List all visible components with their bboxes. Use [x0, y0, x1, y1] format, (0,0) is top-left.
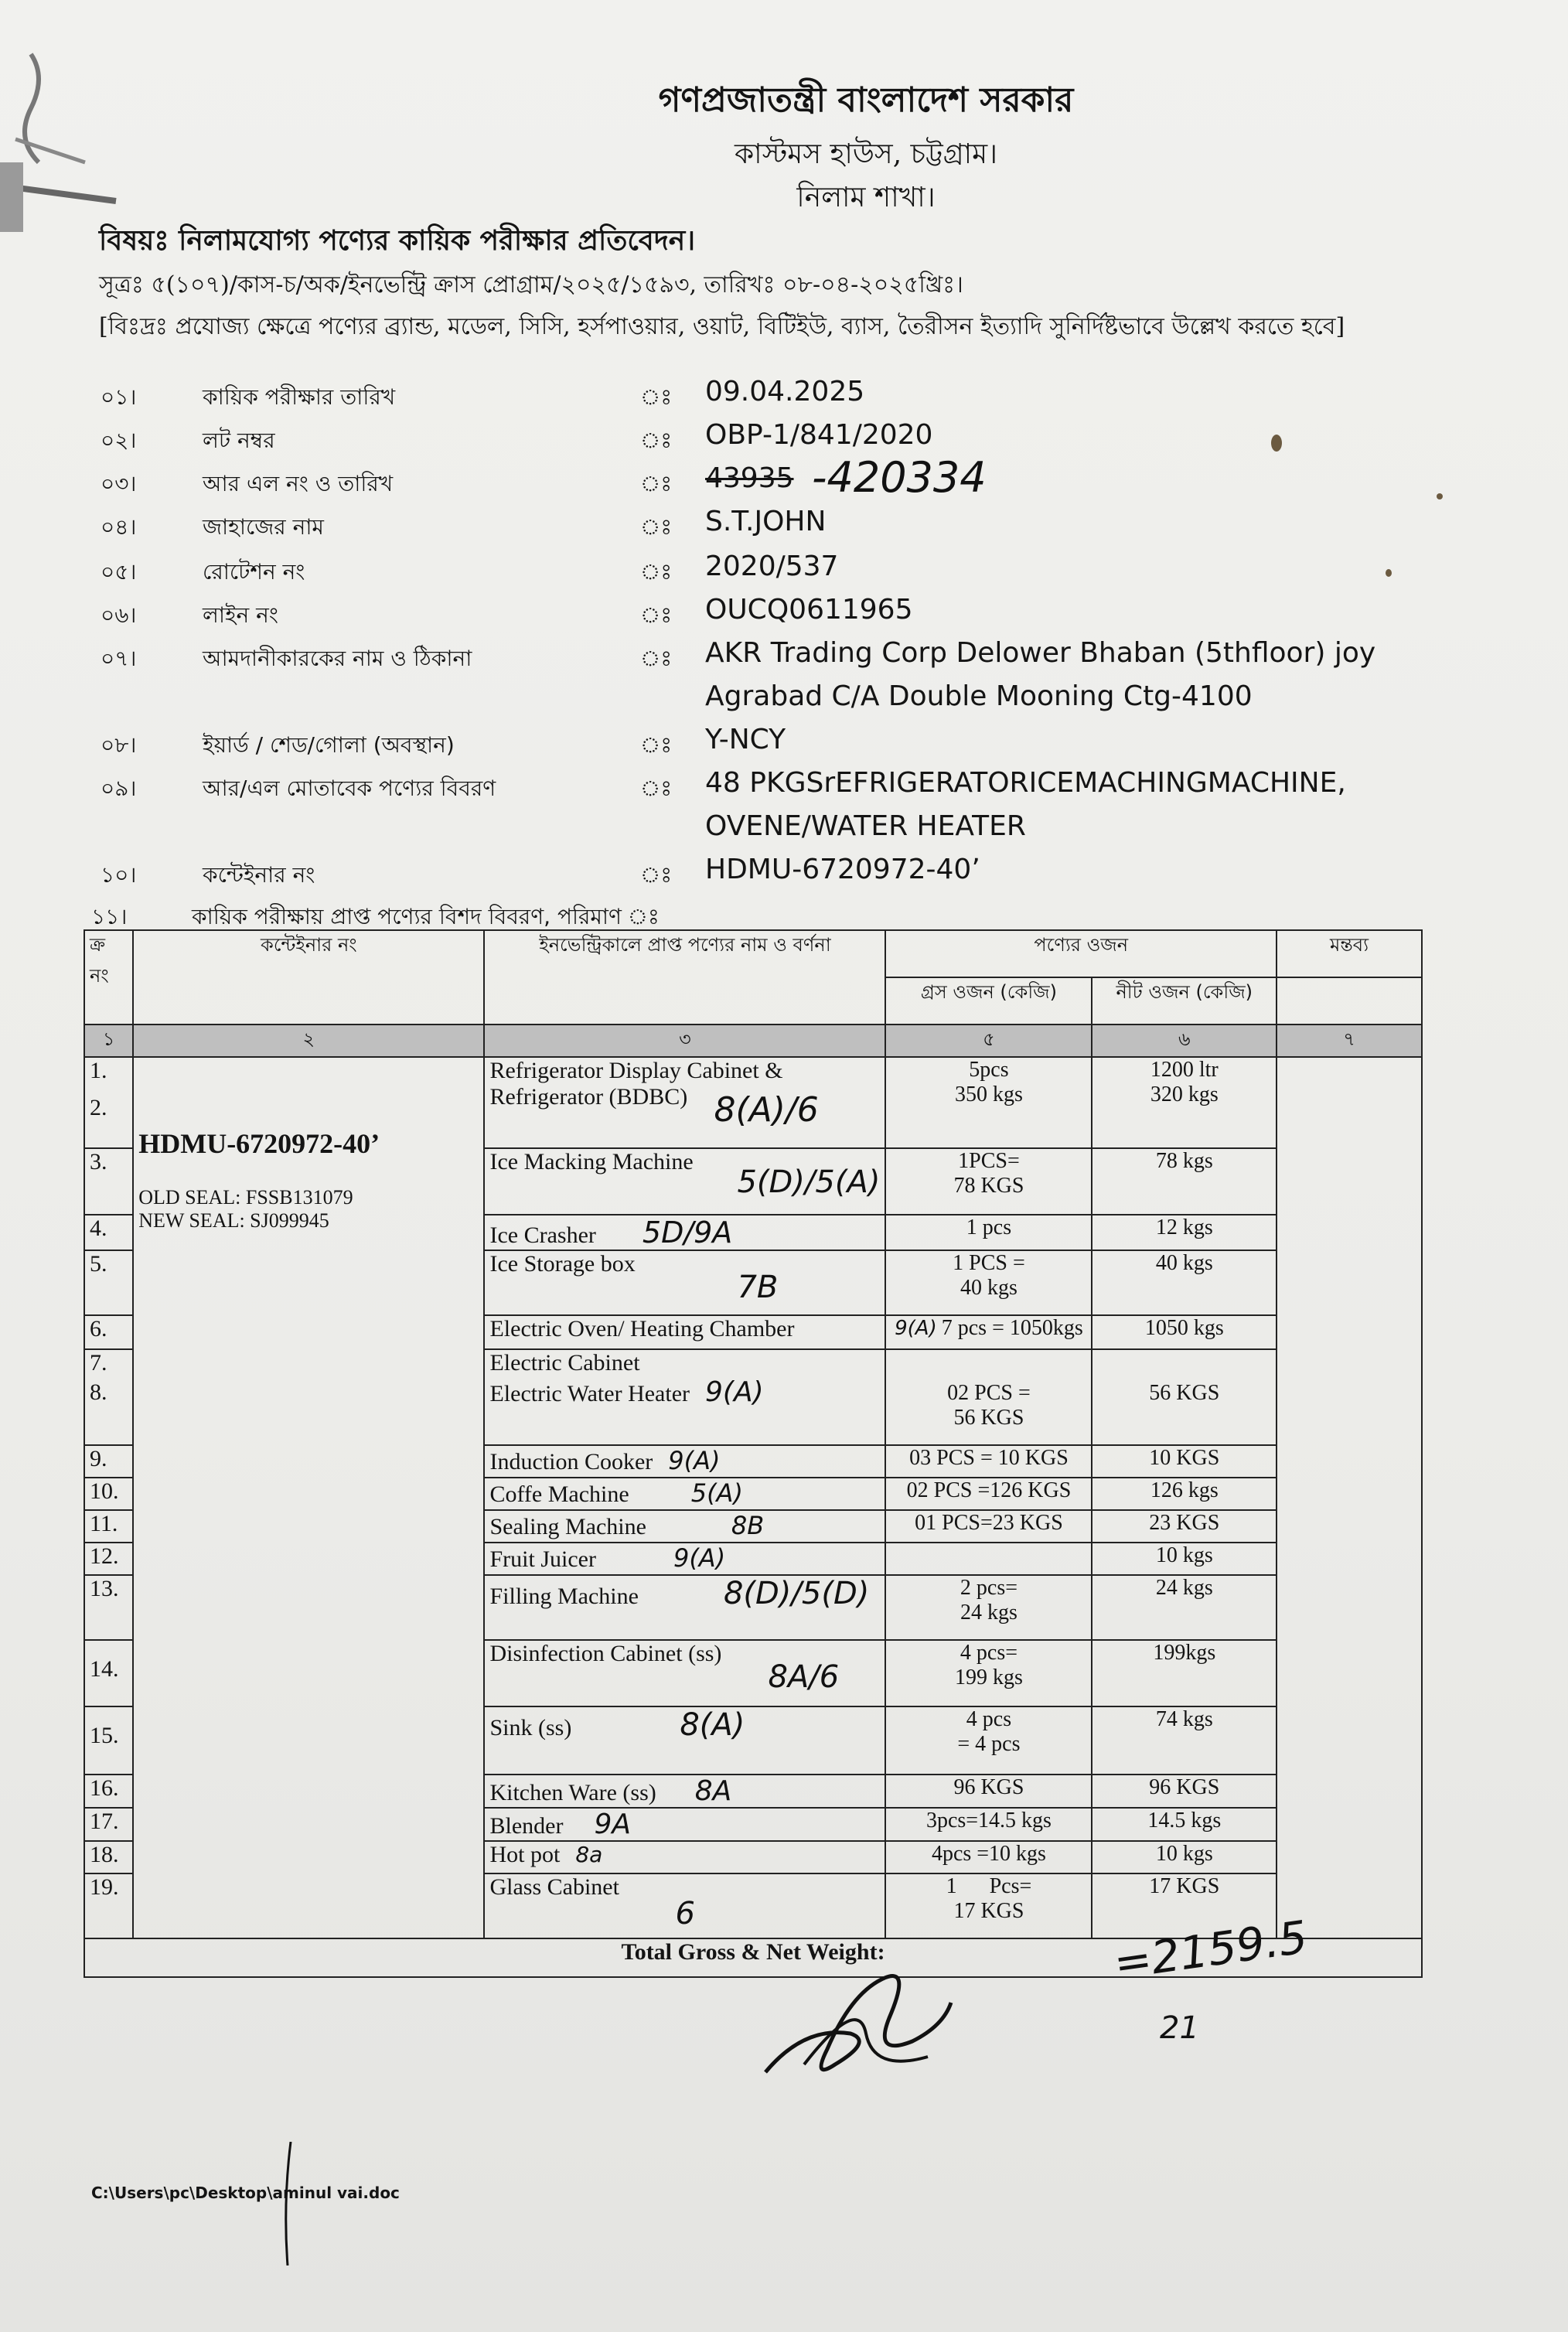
row-number: 9.	[84, 1445, 133, 1478]
gross-weight: 4 pcs = 4 pcs	[885, 1706, 1092, 1775]
row-number: 4.	[84, 1215, 133, 1250]
field-number: ১০।	[101, 862, 137, 888]
item-description: Ice Macking Machine 5(D)/5(A)	[484, 1148, 885, 1215]
handwritten-mark: 8A/6	[768, 1659, 840, 1695]
item-description: Kitchen Ware (ss) 8A	[484, 1775, 885, 1808]
item-description: Sealing Machine 8B	[484, 1510, 885, 1543]
handwritten-mark: 9(A)	[705, 1376, 764, 1408]
field-label: আর/এল মোতাবেক পণ্যের বিবরণ	[203, 776, 496, 801]
handwritten-mark: 8(A)/6	[714, 1090, 819, 1130]
net-weight: 17 KGS	[1092, 1873, 1277, 1938]
field-number: ০৫।	[101, 559, 137, 585]
item-description: Filling Machine 8(D)/5(D)	[484, 1575, 885, 1640]
field-label: জাহাজের নাম	[203, 514, 324, 540]
new-seal: NEW SEAL: SJ099945	[138, 1209, 329, 1232]
row-number: 7. 8.	[84, 1349, 133, 1445]
container-cell	[133, 1057, 484, 1938]
item-description: Hot pot 8a	[484, 1841, 885, 1873]
handwritten-mark: 6	[675, 1896, 695, 1931]
gross-weight: 9(A) 7 pcs = 1050kgs	[885, 1315, 1092, 1349]
item-description: Sink (ss) 8(A)	[484, 1706, 885, 1775]
handwritten-mark: 9(A)	[668, 1446, 721, 1475]
field-value: Y-NCY	[705, 724, 786, 755]
row-number: 10.	[84, 1478, 133, 1510]
handwritten-mark: 8B	[731, 1511, 765, 1540]
field-number: ০৯।	[101, 776, 137, 801]
handwritten-mark: 8a	[575, 1842, 603, 1867]
net-weight: 126 kgs	[1092, 1478, 1277, 1510]
gross-weight: 1 Pcs= 17 KGS	[885, 1873, 1092, 1938]
signature-graphic	[758, 1948, 959, 2088]
item-description: Refrigerator Display Cabinet & Refrigerator (BDBC) 8(A)/6	[484, 1057, 885, 1148]
header-office: কাস্টমস হাউস, চট্টগ্রাম।	[735, 138, 997, 170]
net-weight: 56 KGS	[1092, 1349, 1277, 1445]
net-weight: 12 kgs	[1092, 1215, 1277, 1250]
gross-weight: 02 PCS = 56 KGS	[885, 1349, 1092, 1445]
net-weight: 74 kgs	[1092, 1706, 1277, 1775]
row-number: 6.	[84, 1315, 133, 1349]
header-gross: গ্রস ওজন (কেজি)	[885, 977, 1092, 1025]
header-net: নীট ওজন (কেজি)	[1092, 977, 1277, 1025]
field-value: OBP-1/841/2020	[705, 419, 933, 451]
net-weight: 10 kgs	[1092, 1841, 1277, 1873]
header-government: গণপ্রজাতন্ত্রী বাংলাদেশ সরকার	[658, 80, 1074, 120]
handwritten-mark: 9(A)	[895, 1317, 937, 1340]
reference-line: সূত্রঃ ৫(১০৭)/কাস-চ/অক/ইনভেন্ট্রি ক্রাস প্রোগ্রাম/২০২৫/১৫৯৩, তারিখঃ ০৮-০৪-২০২৫খ্রিঃ।	[99, 271, 963, 298]
field-colon: ঃ	[640, 471, 673, 496]
row-number: 19.	[84, 1873, 133, 1938]
field-value: S.T.JOHN	[705, 506, 827, 537]
field-colon: ঃ	[640, 646, 673, 671]
col-index: ২	[133, 1025, 484, 1057]
staple-clip-graphic	[0, 46, 155, 247]
stain-mark	[1437, 493, 1443, 499]
field-label: রোটেশন নং	[203, 559, 305, 585]
gross-weight: 2 pcs= 24 kgs	[885, 1575, 1092, 1640]
gross-weight: 5pcs 350 kgs	[885, 1057, 1092, 1148]
header-weight: পণ্যের ওজন	[885, 930, 1277, 977]
field-colon: ঃ	[640, 732, 673, 758]
field-value-line2: OVENE/WATER HEATER	[705, 810, 1026, 842]
net-weight: 24 kgs	[1092, 1575, 1277, 1640]
header-remarks: মন্তব্য	[1277, 930, 1422, 977]
field-colon: ঃ	[640, 602, 673, 628]
field-value: 2020/537	[705, 551, 839, 582]
field-number: ০২।	[101, 428, 137, 453]
field-value-line2: Agrabad C/A Double Mooning Ctg-4100	[705, 680, 1253, 712]
header-remarks-blank	[1277, 977, 1422, 1025]
handwritten-note: 21	[1160, 2010, 1199, 2046]
net-weight: 23 KGS	[1092, 1510, 1277, 1543]
gross-weight: 1 PCS = 40 kgs	[885, 1250, 1092, 1315]
header-container: কন্টেইনার নং	[133, 930, 484, 1025]
item-description: Electric Cabinet Electric Water Heater 9(A)	[484, 1349, 885, 1445]
header-serial: ক্র নং	[84, 930, 133, 1025]
field-label: লাইন নং	[203, 602, 278, 628]
net-weight: 1200 ltr 320 kgs	[1092, 1057, 1277, 1148]
net-weight: 96 KGS	[1092, 1775, 1277, 1808]
net-weight: 199kgs	[1092, 1640, 1277, 1706]
field-colon: ঃ	[640, 384, 673, 410]
field-label: কায়িক পরীক্ষায় প্রাপ্ত পণ্যের বিশদ বিবরণ, পরিমাণ ঃ	[192, 904, 660, 929]
field-number: ১১।	[91, 904, 128, 929]
net-weight: 14.5 kgs	[1092, 1808, 1277, 1841]
row-number: 13.	[84, 1575, 133, 1640]
handwritten-rl-number: -420334	[812, 453, 987, 502]
handwritten-mark: 8A	[694, 1775, 732, 1807]
handwritten-total: =2159.5	[1110, 1910, 1311, 1990]
row-number: 18.	[84, 1841, 133, 1873]
gross-weight: 1 pcs	[885, 1215, 1092, 1250]
col-index: ১	[84, 1025, 133, 1057]
field-value: AKR Trading Corp Delower Bhaban (5thfloor) joy	[705, 637, 1376, 669]
header-section: নিলাম শাখা।	[796, 182, 936, 213]
item-description: Disinfection Cabinet (ss) 8A/6	[484, 1640, 885, 1706]
field-number: ০৭।	[101, 646, 137, 671]
gross-weight: 1PCS= 78 KGS	[885, 1148, 1092, 1215]
net-weight: 10 kgs	[1092, 1543, 1277, 1575]
gross-weight: 03 PCS = 10 KGS	[885, 1445, 1092, 1478]
pen-stroke-graphic	[277, 2142, 300, 2266]
row-number: 14.	[84, 1640, 133, 1706]
field-colon: ঃ	[640, 862, 673, 888]
field-label: লট নম্বর	[203, 428, 275, 453]
field-value: 48 PKGSrEFRIGERATORICEMACHINGMACHINE,	[705, 767, 1346, 799]
col-index: ৬	[1092, 1025, 1277, 1057]
row-number: 17.	[84, 1808, 133, 1841]
item-description: Glass Cabinet 6	[484, 1873, 885, 1938]
field-number: ০৮।	[101, 732, 137, 758]
col-index: ৭	[1277, 1025, 1422, 1057]
field-value-struck: 43935	[705, 462, 794, 494]
handwritten-mark: 7B	[737, 1270, 779, 1305]
gross-weight: 02 PCS =126 KGS	[885, 1478, 1092, 1510]
item-description: Ice Storage box 7B	[484, 1250, 885, 1315]
field-label: কন্টেইনার নং	[203, 862, 315, 888]
field-colon: ঃ	[640, 559, 673, 585]
header-description: ইনভেন্ট্রিকালে প্রাপ্ত পণ্যের নাম ও বর্ণনা	[484, 930, 885, 1025]
gross-weight: 3pcs=14.5 kgs	[885, 1808, 1092, 1841]
field-number: ০৪।	[101, 514, 137, 540]
item-description: Induction Cooker 9(A)	[484, 1445, 885, 1478]
field-label: ইয়ার্ড / শেড/গোলা (অবস্থান)	[203, 732, 455, 758]
file-path-footer: C:\Users\pc\Desktop\aminul vai.doc	[91, 2184, 400, 2202]
row-number: 3.	[84, 1148, 133, 1215]
net-weight: 78 kgs	[1092, 1148, 1277, 1215]
note-line: [বিঃদ্রঃ প্রযোজ্য ক্ষেত্রে পণ্যের ব্র্যান্ড, মডেল, সিসি, হর্সপাওয়ার, ওয়াট, বিটিইউ, ব্যাস, তৈরীসন ইত্যাদি সুনির্দিষ্টভাবে উল্লেখ করতে হবে]	[99, 313, 1345, 340]
net-weight: 40 kgs	[1092, 1250, 1277, 1315]
total-label: Total Gross & Net Weight:	[84, 1938, 1422, 1977]
subject-line: বিষয়ঃ নিলামযোগ্য পণ্যের কায়িক পরীক্ষার প্রতিবেদন।	[99, 224, 696, 257]
handwritten-mark: 5(D)/5(A)	[737, 1164, 881, 1200]
gross-weight: 4 pcs= 199 kgs	[885, 1640, 1092, 1706]
field-label: আমদানীকারকের নাম ও ঠিকানা	[203, 646, 472, 671]
handwritten-mark: 8(D)/5(D)	[723, 1576, 870, 1611]
field-value: OUCQ0611965	[705, 594, 913, 626]
item-description: Electric Oven/ Heating Chamber	[484, 1315, 885, 1349]
old-seal: OLD SEAL: FSSB131079	[138, 1186, 353, 1209]
net-weight: 10 KGS	[1092, 1445, 1277, 1478]
row-number: 5.	[84, 1250, 133, 1315]
container-number: HDMU-6720972-40’	[138, 1128, 380, 1159]
field-colon: ঃ	[640, 428, 673, 453]
row-number: 11.	[84, 1510, 133, 1543]
inventory-table	[84, 929, 1423, 1978]
gross-weight: 4pcs =10 kgs	[885, 1841, 1092, 1873]
field-label: কায়িক পরীক্ষার তারিখ	[203, 384, 396, 410]
col-index: ৩	[484, 1025, 885, 1057]
field-number: ০৩।	[101, 471, 137, 496]
handwritten-mark: 9(A)	[673, 1543, 726, 1573]
gross-weight: 96 KGS	[885, 1775, 1092, 1808]
field-colon: ঃ	[640, 776, 673, 801]
gross-weight	[885, 1543, 1092, 1575]
gross-weight: 01 PCS=23 KGS	[885, 1510, 1092, 1543]
row-number: 1. 2.	[84, 1057, 133, 1148]
field-value: 09.04.2025	[705, 376, 865, 407]
field-value: HDMU-6720972-40’	[705, 854, 980, 885]
field-number: ০১।	[101, 384, 137, 410]
item-description: Fruit Juicer 9(A)	[484, 1543, 885, 1575]
field-label: আর এল নং ও তারিখ	[203, 471, 394, 496]
item-description: Blender 9A	[484, 1808, 885, 1841]
stain-mark	[1386, 569, 1392, 577]
row-number: 12.	[84, 1543, 133, 1575]
stain-mark	[1271, 435, 1282, 452]
item-description: Coffe Machine 5(A)	[484, 1478, 885, 1510]
handwritten-mark: 5D/9A	[642, 1215, 733, 1250]
table-header-row	[84, 930, 1422, 977]
field-number: ০৬।	[101, 602, 137, 628]
handwritten-mark: 9A	[594, 1809, 631, 1840]
table-row	[84, 1057, 1422, 1148]
row-number: 16.	[84, 1775, 133, 1808]
column-index-row	[84, 1025, 1422, 1057]
net-weight: 1050 kgs	[1092, 1315, 1277, 1349]
handwritten-mark: 5(A)	[690, 1478, 743, 1508]
field-colon: ঃ	[640, 514, 673, 540]
handwritten-mark: 8(A)	[680, 1707, 745, 1743]
col-index: ৫	[885, 1025, 1092, 1057]
row-number: 15.	[84, 1706, 133, 1775]
item-description: Ice Crasher 5D/9A	[484, 1215, 885, 1250]
remarks-cell	[1277, 1057, 1422, 1938]
